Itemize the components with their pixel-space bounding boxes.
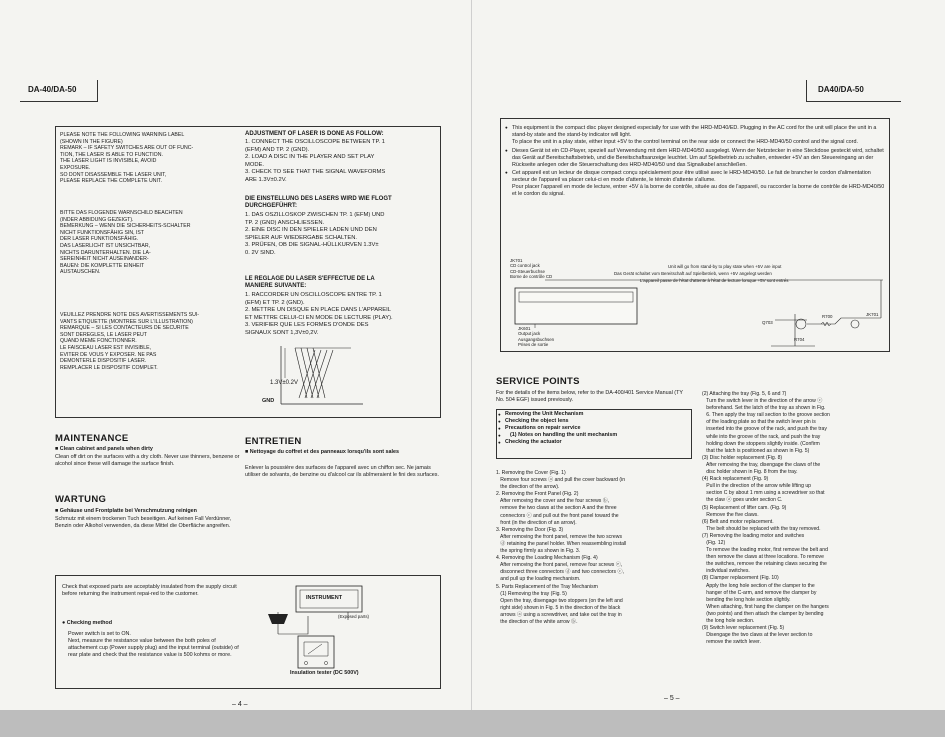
standby-notes [505, 125, 885, 198]
adjust-en-title: ADJUSTMENT OF LASER IS DONE AS FOLLOW: [245, 131, 384, 137]
wartung-body: Schmutz mit einem trockenen Tuch beseitigen. Auf keinen Fall Verdünner, Benzin oder Alkohol verwenden, da diese Mittel die Oberfläche angreifen. [55, 516, 232, 529]
jk701-block-label: JK701 CD control jack CD-Steuerbuchse Borne de contrôle CD [510, 258, 553, 280]
adjust-de-title: DIE EINSTELLUNG DES LASERS WIRD WIE FLOGT DURCHGEFÜHRT: [245, 196, 392, 209]
diagram-note-3: L'appareil passe de l'état d'attente à l'état de lecture lorsque +5V sont entrés [640, 278, 789, 283]
jk701-label: JK701 [866, 312, 879, 317]
q703-label: Q703 [762, 320, 773, 325]
entretien-sub: ■ Nettoyage du coffret et des panneaux lorsqu'ils sont sales [245, 449, 400, 455]
standby-note-en: ● This equipment is the compact disc player designed especially for use with the HRD-MD40/ED. Plugging in the AC cord for the unit will place the unit in a stand-by state and the stand-by indicator will light. To place the unit in a play state, either input +5V to the control terminal on the rear side or connect the HRD-MD40/50 control and the signal cord. [505, 125, 885, 146]
left-header-rule [97, 80, 98, 102]
checking-method-body: Power switch is set to ON. Next, measure the resistance value between the both poles of attachement cup (Power supply plug) and the input terminal (outside) of rear plate and check that the resistance value is 500 kohms or more. [68, 631, 239, 658]
adjust-de-body: 1. DAS OSZILLOSKOP ZWISCHEN TP. 1 (EFM) UND TP. 2 (GND) ANSCHLIESSEN. 2. EINE DISC IN DEN SPIELER LADEN UND DEN SPIELER AUF WIEDERGABE SCHALTEN. 3. PRÜFEN, OB DIE SIGNAL-HÜLLKURVEN 1.3V± 0. 2V SIND. [245, 212, 385, 256]
warning-en: PLEASE NOTE THE FOLLOWING WARNING LABEL (SHOWN IN THE FIGURE) REMARK – IF SAFETY SWITCHES ARE OUT OF FUNC- TION, THE LASER IS ABLE TO FUNCTION. THE LASER LIGHT IS INVISIBLE, AVOID EXPOSURE. SO DONT DISASSEMBLE THE LASER UNIT, PLEASE REPLACE THE COMPLETE UNIT. [60, 132, 194, 185]
instrument-label: INSTRUMENT [306, 595, 343, 601]
service-bullet-4: ● (1) Notes on handling the unit mechanism [498, 432, 688, 439]
page-gutter [471, 0, 472, 710]
left-model-label: DA-40/DA-50 [28, 85, 77, 94]
r700-label: R700 [822, 314, 833, 319]
waveform-gnd-label: GND [262, 398, 275, 404]
warning-de: BITTE DAS FLOGENDE WARNSCHILD BEACHTEN (INDER ABBIDUNG GEZEIGT). BEMERKUNG – WENN DIE SICHERHEITS-SCHALTER NICHT FUNKTIONSFÄHIG SIN, IST DER LASER FUNKTIONSFÄHIG. DAS LASERLICHT IST UNSICHTBAR, NICHTS DARUNTERHALTEN. DIE LA- SEREINHEIT NICHT AUSEINANDER- BAUEN: DIE KOMPLETTE EINHEIT AUSTAUSCHEN. [60, 210, 191, 276]
maintenance-sub-text: Clean cabinet and panels when dirty [59, 446, 153, 452]
diagram-note-1: Unit will go from stand-by to play state when +5V are input [668, 264, 782, 269]
r704-label: R704 [794, 337, 805, 342]
service-steps-left: 1. Removing the Cover (Fig. 1) Remove four screws ⓐ and pull the cover backward (in the direction of the arrow). 2. Removing the Front Panel (Fig. 2) After removing the cover and the four screws ⓑ, remove the two claws at the section A and the three connectors ⓒ and pull out the front panel toward the front (in the direction of an arrow). 3. Removing the Door (Fig. 3) After removing the front panel, remove the two screws ⓓ retaining the panel holder. When reassembling install the spring firmly as shown in Fig. 3. 4. Removing the Loading Mechanism (Fig. 4) After removing the front panel, remove four screws ⓔ, disconnect three connectors ⓓ and two connectors ⓒ, and pull up the loading mechanism. 5. Parts Replacement of the Tray Mechanism (1) Removing the tray (Fig. 5) Open the tray, disengage two stoppers (on the left and right side) shown in Fig. 5 in the direction of the black arrows ⓐ using a screwdriver, and take out the tray in the direction of the white arrow ⓑ. [496, 470, 627, 625]
service-bullet-1: ● Removing the Unit Mechanism [498, 411, 688, 418]
right-header-rule [806, 80, 807, 102]
left-header-line [20, 101, 98, 102]
page-number-right: – 5 – [664, 695, 680, 702]
adjust-fr-title: LE REGLAGE DU LASER S'EFFECTUE DE LA MANIERE SUIVANTE: [245, 276, 375, 289]
service-bullet-5: ● Checking the actuator [498, 439, 688, 446]
checking-method-title: ● Checking method [62, 620, 112, 626]
scan-bottom-strip [0, 710, 945, 737]
right-header-line [806, 101, 901, 102]
entretien-sub-text: Nettoyage du coffret et des panneaux lorsqu'ils sont sales [249, 449, 400, 455]
maintenance-body: Clean off dirt on the surfaces with a dry cloth. Never use thinners, benzene or alcohol since these will damage the surface finish. [55, 454, 240, 467]
wartung-sub-text: Gehäuse und Frontplatte bei Verschmutzung reinigen [59, 508, 197, 514]
checking-method-text: Checking method [66, 620, 112, 626]
page-number-left: – 4 – [232, 701, 248, 708]
jk601-block-label: JK601 Output jack Ausgangsbuchsen Prises de sortie [518, 326, 555, 348]
service-bullet-3: ● Precautions on repair service [498, 425, 688, 432]
wartung-title: WARTUNG [55, 494, 107, 505]
standby-note-de: ● Dieses Gerät ist ein CD-Player, speziell auf Verwendung mit dem HRD-MD40/50 ausgelegt. Wenn der Netzstecker in eine Steckdose gesteckt wird, schaltet das Gerät auf Bereitschaftsbetrieb, und die Bereitschaftsanzeige leuchtet. Um auf Spielbetrieb zu schalten, entweder +5V an den Steuereingang an der Rückseite anlegen oder die Steuerschaltung des HRD-MD40/50 und das Signalkabel anschließen. [505, 148, 885, 169]
service-bullets-box [496, 409, 692, 459]
waveform-voltage-label: 1.3V±0.2V [270, 380, 298, 386]
control-connection-diagram [505, 270, 885, 352]
wartung-sub: ■ Gehäuse und Frontplatte bei Verschmutzung reinigen [55, 508, 197, 514]
safety-intro: Check that exposed parts are acceptably insulated from the supply circuit before returning the instrument repai-red to the customer. [62, 584, 237, 597]
warning-fr: VEUILLEZ PRENDRE NOTE DES AVERTISSEMENTS SUI- VANTS ETIQUETTE (MONTREE SUR L'ILLUSTRATION) REMARQUE – SI LES CONTACTEURS DE SECURITE SONT DEREGLES, LE LASER PEUT QUAND MEME FONCTIONNER. LE FAISCEAU LASER EST INVISIBLE, EVITER DE VOUS Y EXPOSER. NE PAS DEMONTERLE DISPOSITIF LASER. REMPLACER LE DISPOSITIF COMPLET. [60, 312, 200, 371]
service-intro: For the details of the items below, refer to the DA-400/401 Service Manual (TY No. 504 EGF) issued previously. [496, 390, 683, 403]
adjust-en-body: 1. CONNECT THE OSCILLOSCOPE BETWEEN TP. 1 (EFM) AND TP. 2 (GND). 2. LOAD A DISC IN THE PLAYER AND SET PLAY MODE. 3. CHECK TO SEE THAT THE SIGNAL WAVEFORMS ARE 1.3V±0.2V. [245, 139, 386, 183]
entretien-body: Enlever la poussière des surfaces de l'appareil avec un chiffon sec. Ne jamais utiliser de solvants, de benzine ou d'alcool car ils abîmeraient le fini des surfaces. [245, 465, 439, 478]
insulation-tester-label: Insulation tester (DC 500V) [290, 670, 359, 676]
standby-note-fr: ● Cet appareil est un lecteur de disque compact conçu spécialement pour être utilisé avec le HRD-MD40/50. Le fait de brancher le cordon d'alimentation secteur de l'appareil va placer celui-ci en mode d'attente, le témoin d'attente s'allume. Pour placer l'appareil en mode de lecture, entrer +5V à la borne de contrôle, située au dos de l'appareil, ou raccorder la borne de contrôle de HRD-MD40/50 et le cordon du signal. [505, 170, 885, 198]
right-model-label: DA40/DA-50 [818, 85, 864, 94]
service-steps-right: (2) Attaching the tray (Fig. 5, 6 and 7) Turn the switch lever in the direction of the arrow ⓒ beforehand. Set the latch of the tray as shown in Fig. 6. Then apply the tray rail section to the groove section of the loading plate so that the switch lever pin is inserted into the groove of the rack, and push the tray while into the groove of the rack, and push the tray holding down the stoppers slightly inside. (Confirm that the latch is positioned as shown in Fig. 5) (3) Disc holder replacement (Fig. 8) After removing the tray, disengage the claws of the disc holder shown in Fig. 8 from the tray. (4) Rack replacement (Fig. 9) Pull in the direction of the arrow while lifting up section C by about 1 mm using a screwdriver so that the claw ⓐ goes under section C. (5) Replacement of lifter cam. (Fig. 9) Remove the five claws. (6) Belt and motor replacement. The belt should be replaced with the tray removed. (7) Removing the loading motor and switches (Fig. 12) To remove the loading motor, first remove the belt and then remove the claws at three locations. To remove the switches, remove the retaining claws securing the individual switches. (8) Clamper replacement (Fig. 10) Apply the long hole section of the clamper to the hanger of the C-arm, and remove the clamper by bending the long hole section slightly. When attaching, first hang the clamper on the hangers (two points) and then attach the clamper by bending the long hole section. (9) Switch lever replacement (Fig. 5) Disengage the two claws at the lever section to remove the switch lever. [702, 391, 830, 646]
entretien-title: ENTRETIEN [245, 436, 302, 447]
maintenance-title: MAINTENANCE [55, 433, 129, 444]
diagram-note-2: Das Gerät schaltet vom Bereitschaft auf Spielbetrieb, wenn +5V angelegt werden [614, 271, 772, 276]
exposed-parts-label: (Exposed parts) [338, 614, 369, 619]
service-bullet-2: ● Checking the object lens [498, 418, 688, 425]
maintenance-sub: ■ Clean cabinet and panels when dirty [55, 446, 153, 452]
adjust-fr-body: 1. RACCORDER UN OSCILLOSCOPE ENTRE TP. 1 (EFM) ET TP. 2 (GND). 2. METTRE UN DISQUE EN PLACE DANS L'APPAREIL ET METTRE CELUI-CI EN MODE DE LECTURE (PLAY). 3. VERIFIER QUE LES FORMES D'ONDE DES SIGNAUX SONT 1,3V±0,2V. [245, 292, 393, 336]
service-points-title: SERVICE POINTS [496, 376, 580, 387]
